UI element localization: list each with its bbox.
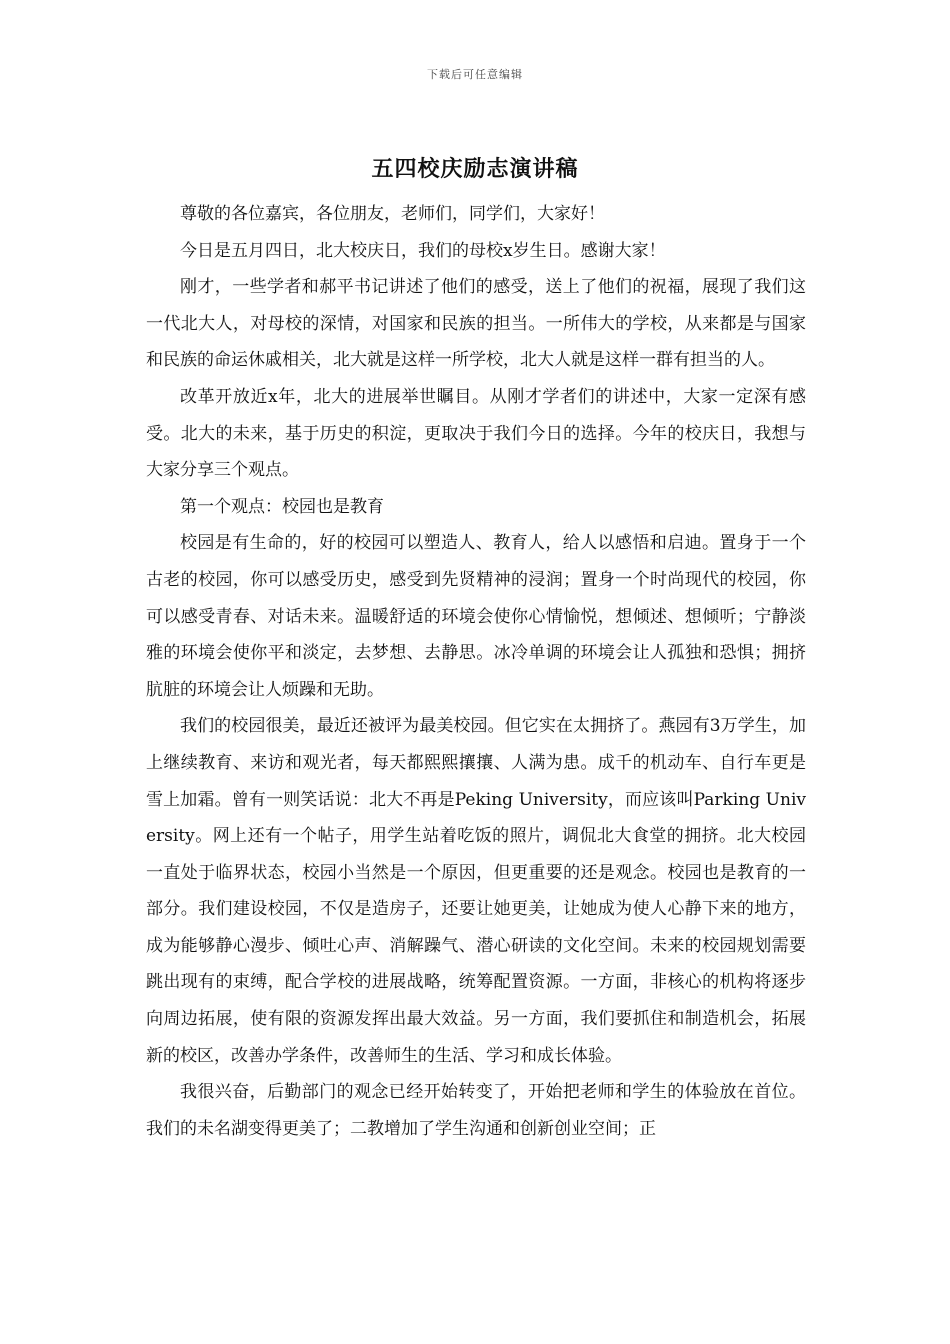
document-title: 五四校庆励志演讲稿 bbox=[371, 156, 579, 182]
paragraph: 改革开放近x年，北大的进展举世瞩目。从刚才学者们的讲述中，大家一定深有感受。北大的未来，基于历史的积淀，更取决于我们今日的选择。今年的校庆日，我想与大家分享三个观点。 bbox=[146, 386, 806, 481]
paragraph: 尊敬的各位嘉宾，各位朋友，老师们，同学们，大家好！ bbox=[180, 204, 605, 224]
paragraph: 今日是五月四日，北大校庆日，我们的母校x岁生日。感谢大家！ bbox=[180, 240, 666, 261]
paragraph: 刚才，一些学者和郝平书记讲述了他们的感受，送上了他们的祝福，展现了我们这一代北大人，对母校的深情，对国家和民族的担当。一所伟大的学校，从来都是与国家和民族的命运休戚相关，北大就是这样一所学校，北大人就是这样一群有担当的人。 bbox=[146, 277, 806, 371]
header-note: 下载后可任意编辑 bbox=[427, 68, 523, 81]
paragraph: 我们的校园很美，最近还被评为最美校园。但它实在太拥挤了。燕园有3万学生，加上继续教育、来访和观光者，每天都熙熙攘攘、人满为患。成千的机动车、自行车更是雪上加霜。曾有一则笑话说：北大不再是Peking University，而应该叫Parking University。网上还有一个帖子，用学生站着吃饭的照片，调侃北大食堂的拥挤。北大校园一直处于临界状态，校园小当然是一个原因，但更重要的还是观念。校园也是教育的一部分。我们建设校园，不仅是造房子，还要让她更美，让她成为使人心静下来的地方，成为能够静心漫步、倾吐心声、消解躁气、潜心研读的文化空间。未来的校园规划需要跳出现有的束缚，配合学校的进展战略，统筹配置资源。一方面，非核心的机构将逐步向周边拓展，使有限的资源发挥出最大效益。另一方面，我们要抓住和制造机会，拓展新的校区，改善办学条件，改善师生的生活、学习和成长体验。 bbox=[146, 716, 806, 1066]
section-heading: 第一个观点：校园也是教育 bbox=[180, 496, 384, 517]
document-body bbox=[146, 196, 806, 1147]
paragraph: 我很兴奋，后勤部门的观念已经开始转变了，开始把老师和学生的体验放在首位。我们的未名湖变得更美了；二教增加了学生沟通和创新创业空间；正 bbox=[146, 1082, 806, 1139]
paragraph: 校园是有生命的，好的校园可以塑造人、教育人，给人以感悟和启迪。置身于一个古老的校园，你可以感受历史，感受到先贤精神的浸润；置身一个时尚现代的校园，你可以感受青春、对话未来。温暖舒适的环境会使你心情愉悦，想倾述、想倾听；宁静淡雅的环境会使你平和淡定，去梦想、去静思。冰冷单调的环境会让人孤独和恐惧；拥挤肮脏的环境会让人烦躁和无助。 bbox=[146, 533, 806, 700]
